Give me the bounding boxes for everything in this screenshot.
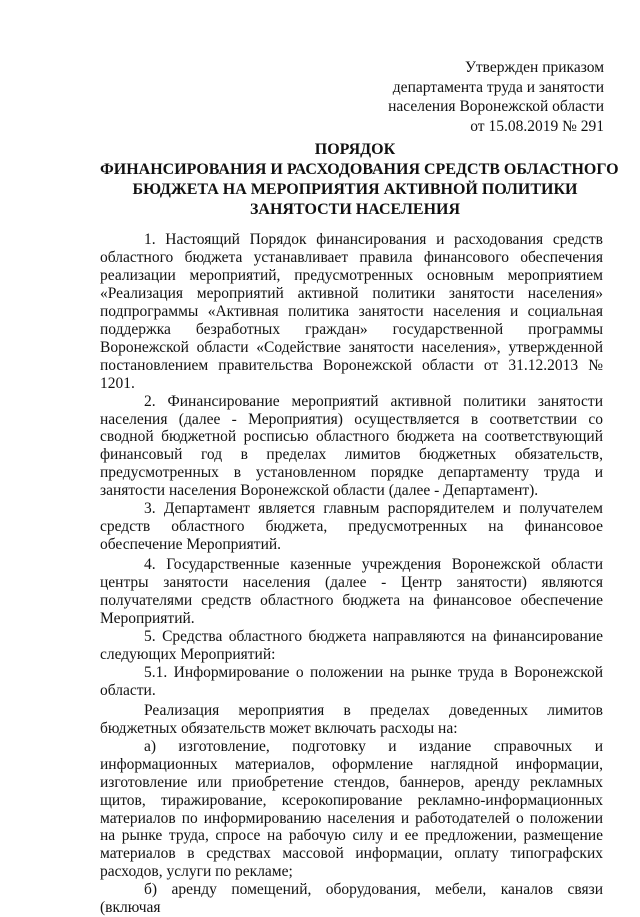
document-title [100,140,619,220]
approval-date: от 15.08.2019 № 291 [470,117,604,135]
document-body [100,231,603,917]
paragraph-5-1: 5.1. Информирование о положении на рынке труда в Воронежской области. [100,663,603,699]
paragraph-4: 4. Государственные казенные учреждения Воронежской области центры занятости населения (далее - Центр занятости) являются получателями средств областного бюджета на финансовое обеспечение Мероприятий. [100,556,603,628]
title-line: ФИНАНСИРОВАНИЯ И РАСХОДОВАНИЯ СРЕДСТВ ОБЛАСТНОГО [100,161,619,178]
approval-line: департамента труда и занятости [392,78,604,96]
paragraph-5: 5. Средства областного бюджета направляются на финансирование следующих Мероприятий: [100,627,603,663]
title-line: БЮДЖЕТА НА МЕРОПРИЯТИЯ АКТИВНОЙ ПОЛИТИКИ [132,181,578,198]
list-item-b: б) аренду помещений, оборудования, мебели, каналов связи (включая [100,881,603,917]
approval-line: Утвержден приказом [464,59,604,76]
paragraph-6: Реализация мероприятия в пределах доведенных лимитов бюджетных обязательств может включать расходы на: [100,701,603,737]
title-line: ЗАНЯТОСТИ НАСЕЛЕНИЯ [249,201,461,218]
paragraph-2: 2. Финансирование мероприятий активной политики занятости населения (далее - Мероприятия) осуществляется в соответствии со сводной бюджетной росписью областного бюджета на соответствующий финансовый год в пределах лимитов бюджетных обязательств, предусмотренных в установленном порядке департаменту труда и занятости населения Воронежской области (далее - Департамент). [100,392,603,500]
approval-line: населения Воронежской области [388,98,604,115]
title-line: ПОРЯДОК [314,141,396,158]
list-item-a: а) изготовление, подготовку и издание справочных и информационных материалов, оформление наглядной информации, изготовление или приобретение стендов, баннеров, аренду рекламных щитов, тиражирование, ксерокопирование рекламно-информационных материалов по информированию населения и работодателей о положении на рынке труда, спросе на рабочую силу и ее предложении, размещение материалов в средствах массовой информации, оплату типографских расходов, услуги по рекламе; [100,737,603,881]
paragraph-3: 3. Департамент является главным распорядителем и получателем средств областного бюджета, предусмотренных на финансовое обеспечение Мероприятий. [100,500,603,554]
paragraph-1: 1. Настоящий Порядок финансирования и расходования средств областного бюджета устанавливает правила финансового обеспечения реализации мероприятий, предусмотренных основным мероприятием «Реализация мероприятий активной политики занятости населения» подпрограммы «Активная политика занятости населения и социальная поддержка безработных граждан» государственной программы Воронежской области «Содействие занятости населения», утвержденной постановлением правительства Воронежской области от 31.12.2013 № 1201. [100,231,603,392]
approval-stamp [388,58,604,136]
